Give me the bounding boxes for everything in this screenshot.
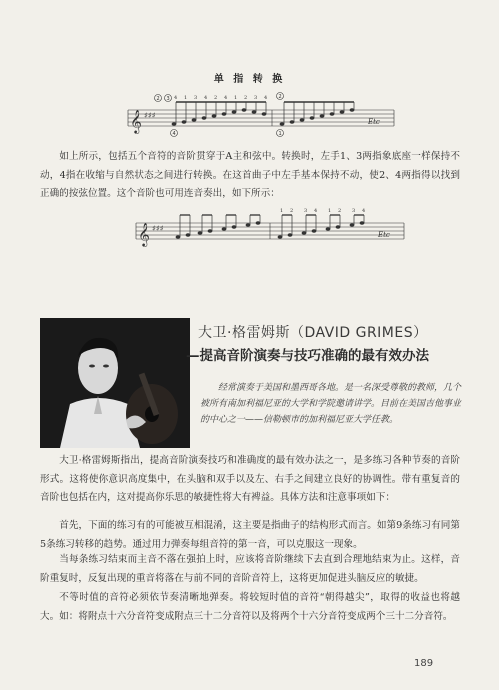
fingering-number: 3 bbox=[304, 208, 308, 214]
svg-text:1: 1 bbox=[278, 131, 282, 137]
fingering-number: 4 bbox=[362, 208, 366, 214]
fingering-number: 1 bbox=[184, 95, 188, 101]
paragraph-1: 如上所示，包括五个音符的音阶贯穿于A主和弦中。转换时，左手1、3两指象底座一样保持不动，4指在收缩与自然状态之间进行转换。在这首曲子中左手基本保持不动，使2、4两指得以找到正确的按弦位置。这个音阶也可用连音奏出，如下所示： bbox=[40, 151, 460, 200]
fingering-number: 3 bbox=[352, 208, 356, 214]
music-staff-2 bbox=[130, 203, 410, 255]
svg-text:2: 2 bbox=[156, 96, 160, 102]
svg-text:3: 3 bbox=[166, 96, 170, 102]
fingering-number: 1 bbox=[328, 208, 332, 214]
fingering-number: 1 bbox=[280, 208, 284, 214]
svg-text:4: 4 bbox=[172, 131, 176, 137]
music-staff-1 bbox=[122, 88, 400, 140]
section-title: 单 指 转 换 bbox=[213, 74, 286, 85]
svg-text:♯♯♯: ♯♯♯ bbox=[144, 111, 156, 120]
fingering-number: 3 bbox=[194, 95, 198, 101]
page-number: 189 bbox=[414, 658, 434, 669]
fingering-number: 3 bbox=[254, 95, 258, 101]
fingering-number: 2 bbox=[338, 208, 342, 214]
article-title: 大卫·格雷姆斯（DAVID GRIMES） bbox=[198, 325, 428, 341]
svg-text:𝄞: 𝄞 bbox=[138, 222, 150, 246]
fingering-number: 4 bbox=[224, 95, 228, 101]
article-subtitle: —提高音阶演奏与技巧准确的最有效办法 bbox=[186, 348, 429, 364]
biography-text: 经常演奏于美国和墨西哥各地。是一名深受尊敬的教师，几个被所有南加利福尼亚的大学和学院邀请讲学。目前在美国吉他事业的中心之一——信勒顿市的加利福尼亚大学任教。 bbox=[200, 383, 462, 425]
svg-text:2: 2 bbox=[278, 94, 282, 100]
paragraph-2: 大卫·格雷姆斯指出，提高音阶演奏技巧和准确度的最有效办法之一，是多练习各种节奏的音阶形式。这将使你意识高度集中，在头脑和双手以及左、右手之间建立良好的协调性。带有重复音的音阶也包括在内，这对提高你乐思的敏捷性将大有裨益。具体方法和注意事项如下： bbox=[40, 455, 460, 504]
ending-mark-1: Etc bbox=[368, 118, 380, 126]
fingering-number: 2 bbox=[244, 95, 248, 101]
fingering-number: 4 bbox=[204, 95, 208, 101]
fingering-number: 2 bbox=[214, 95, 218, 101]
fingering-number: 1 bbox=[234, 95, 238, 101]
paragraph-4: 当每条练习结束而主音不落在强拍上时，应该将音阶继续下去直到合理地结束为止。这样，音阶重复时，反复出现的重音将落在与前不同的音阶音符上，这将更加促进头脑反应的敏捷。 bbox=[40, 554, 460, 584]
fingering-number: 4 bbox=[174, 95, 178, 101]
paragraph-3: 首先，下面的练习有的可能被互相混淆，这主要是指曲子的结构形式而言。如第9条练习有同第5条练习转移的趋势。通过用力弹奏每组音符的第一音，可以克服这一现象。 bbox=[40, 520, 460, 550]
svg-text:♯♯♯: ♯♯♯ bbox=[152, 224, 164, 233]
paragraph-5: 不等时值的音符必须依节奏清晰地弹奏。将较短时值的音符“朝得越尖”，取得的收益也将越大。如：将附点十六分音符变成附点三十二分音符以及将两个十六分音符变成两个三十二分音符。 bbox=[40, 592, 460, 622]
svg-text:𝄞: 𝄞 bbox=[130, 109, 142, 133]
fingering-number: 4 bbox=[264, 95, 268, 101]
fingering-number: 2 bbox=[290, 208, 294, 214]
ending-mark-2: Etc bbox=[378, 231, 390, 239]
fingering-number: 4 bbox=[314, 208, 318, 214]
guitarist-photo bbox=[40, 318, 190, 448]
